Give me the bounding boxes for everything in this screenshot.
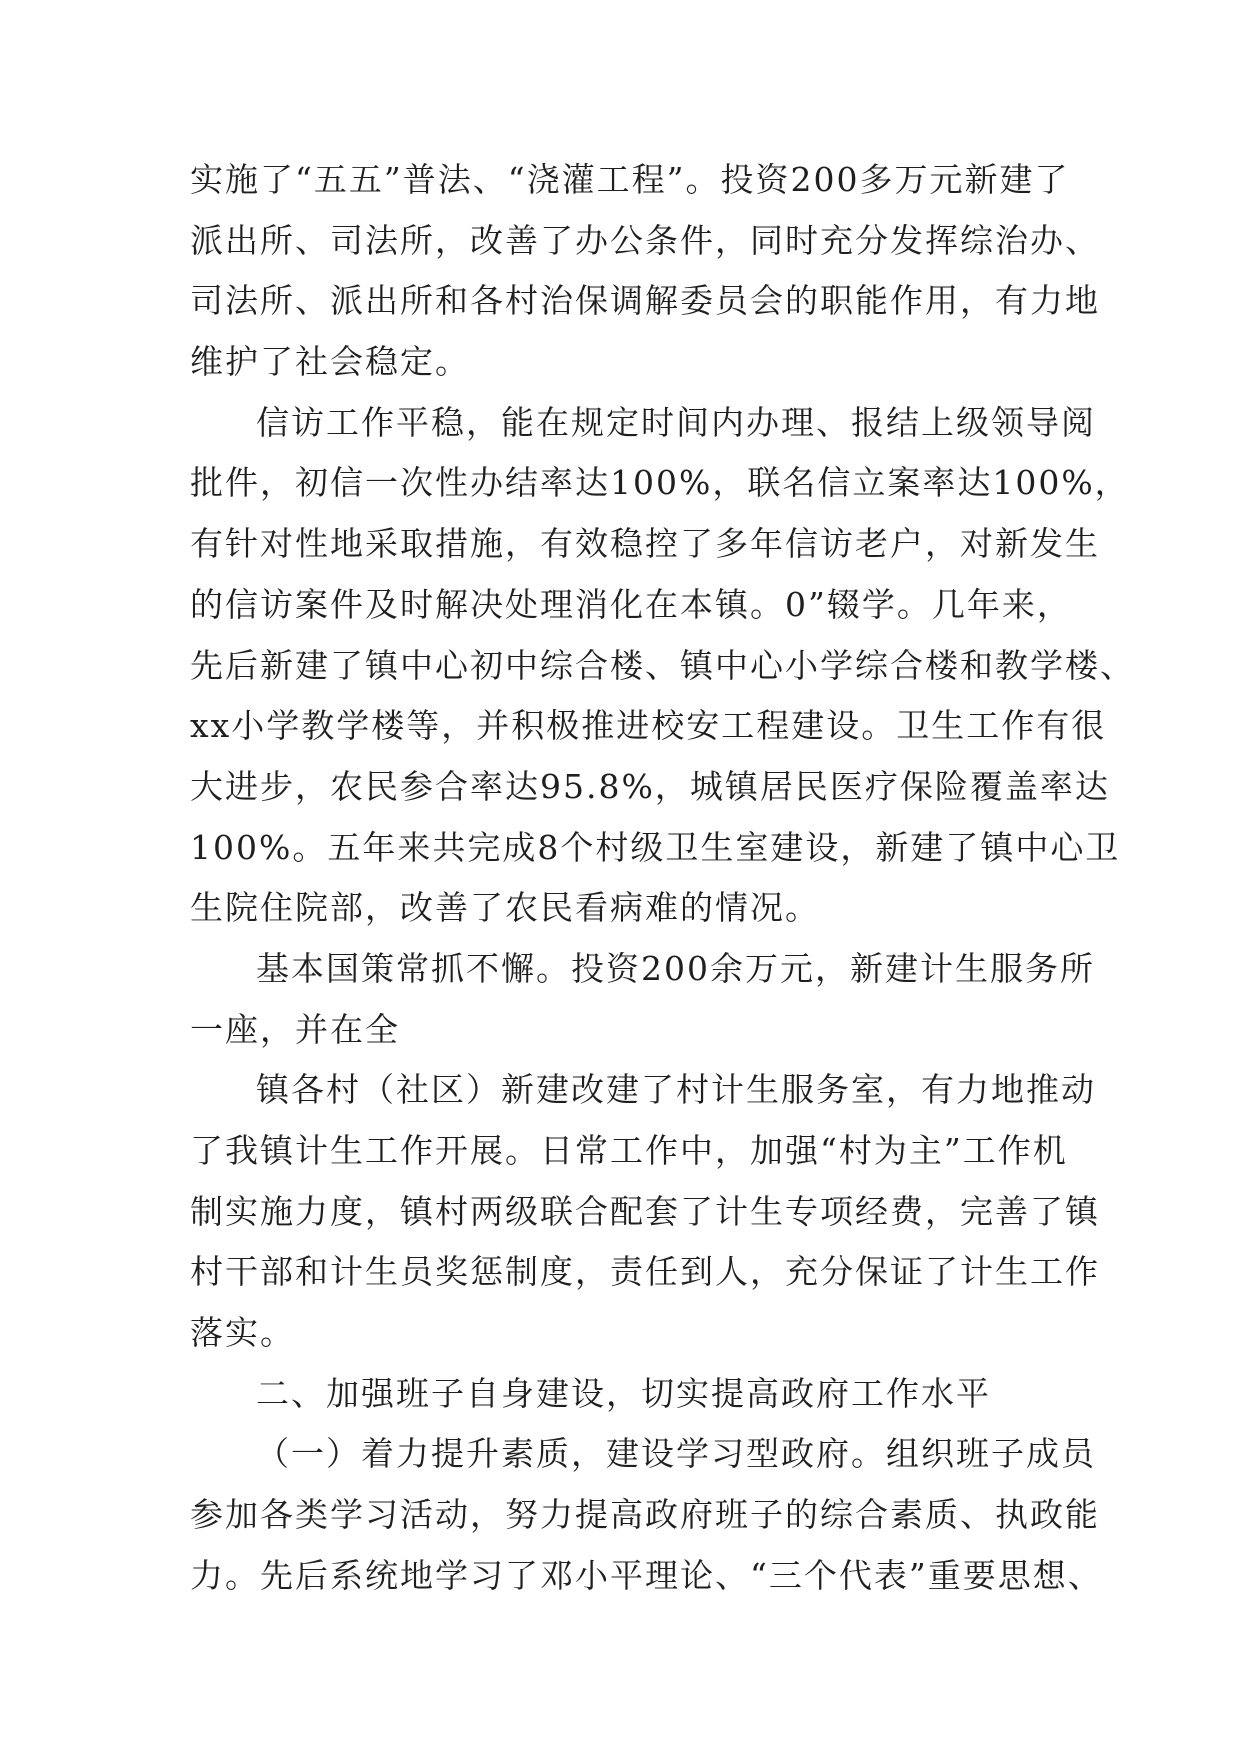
text-line: 先后新建了镇中心初中综合楼、镇中心小学综合楼和教学楼、 [190,645,1135,685]
text-line: 制实施力度，镇村两级联合配套了计生专项经费，完善了镇 [190,1191,1100,1231]
text-line: 批件，初信一次性办结率达100%，联名信立案率达100%， [190,463,1130,503]
document-body [190,150,1135,1607]
text-line: xx小学教学楼等，并积极推进校安工程建设。卫生工作有很 [190,706,1107,746]
text-line: 实施了“五五”普法、“浇灌工程”。投资200多万元新建了 [190,160,1070,199]
text-line: 派出所、司法所，改善了办公条件，同时充分发挥综治办、 [190,220,1100,260]
text-line: 生院住院部，改善了农民看病难的情况。 [190,888,820,928]
text-line: 力。先后系统地学习了邓小平理论、“三个代表”重要思想、 [190,1555,1103,1595]
text-line: 100%。五年来共完成8个村级卫生室建设，新建了镇中心卫 [190,827,1121,867]
text-line: 落实。 [190,1313,295,1353]
paragraph-first-line: 基本国策常抓不懈。投资200余万元，新建计生服务所 [256,948,1095,988]
text-line: 参加各类学习活动，努力提高政府班子的综合素质、执政能 [190,1495,1100,1535]
paragraph-first-line: 信访工作平稳，能在规定时间内办理、报结上级领导阅 [256,402,1096,442]
paragraph-first-line: 镇各村（社区）新建改建了村计生服务室，有力地推动 [256,1070,1096,1110]
text-line: 村干部和计生员奖惩制度，责任到人，充分保证了计生工作 [190,1252,1100,1292]
text-line: 了我镇计生工作开展。日常工作中，加强“村为主”工作机 [190,1131,1068,1170]
section-heading: 二、加强班子自身建设，切实提高政府工作水平 [256,1373,991,1413]
text-line: 的信访案件及时解决处理消化在本镇。0”辍学。几年来， [190,584,1072,624]
text-line: 大进步，农民参合率达95.8%，城镇居民医疗保险覆盖率达 [190,766,1110,806]
text-line: 司法所、派出所和各村治保调解委员会的职能作用，有力地 [190,281,1100,321]
text-line: 一座，并在全 [190,1009,400,1049]
text-line: 有针对性地采取措施，有效稳控了多年信访老户，对新发生 [190,524,1100,564]
text-line: 维护了社会稳定。 [190,342,470,382]
subsection-first-line: （一）着力提升素质，建设学习型政府。组织班子成员 [256,1434,1096,1474]
